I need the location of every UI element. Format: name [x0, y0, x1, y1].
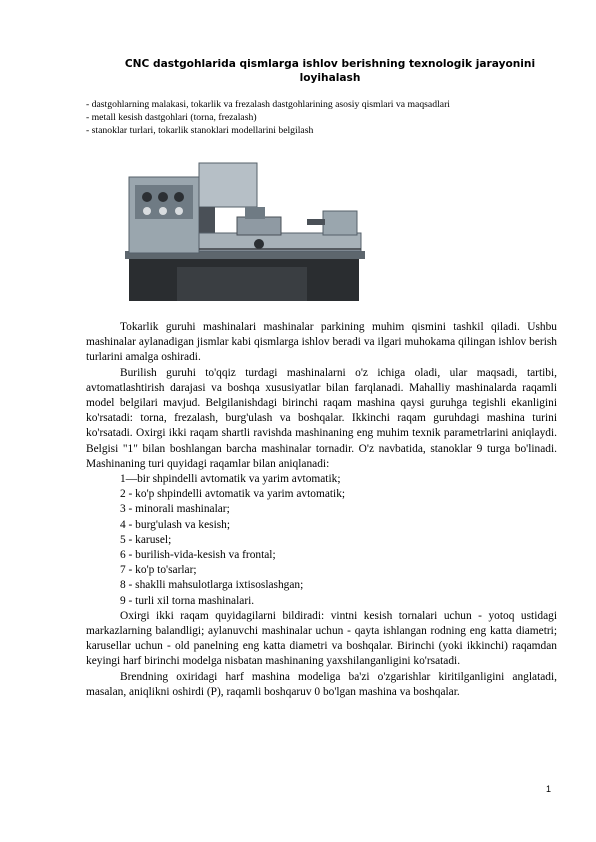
- paragraph: Burilish guruhi to'qqiz turdagi mashinalarni o'z ichiga oladi, ular maqsadi, tartibi, avtomatlashtirish darajasi va boshqa xususiyatlar bilan farqlanadi. Mahalliy mashinalarda raqamli model belgilari mavjud. Belgilanishdagi birinchi raqam mashina qaysi guruhga tegishli ekanligini ko'rsatadi: torna, frezalash, burg'ulash va boshqalar. Ikkinchi raqam guruhdagi mashina turini ko'rsatadi. Oxirgi ikki raqam shartli ravishda mashinaning eng muhim texnik parametrlarini aniqlaydi. Belgisi "1" bilan boshlangan barcha mashinalar tornadir. O'z navbatida, stanoklar 9 turga bo'linadi. Mashinaning turi quyidagi raqamlar bilan aniqlanadi:: [86, 366, 557, 470]
- machine-base-recess: [177, 267, 307, 301]
- document-body: [86, 320, 557, 700]
- page-title: CNC dastgohlarida qismlarga ishlov berishning texnologik jarayonini loyihalash: [124, 58, 536, 84]
- list-item: 9 - turli xil torna mashinalari.: [120, 594, 255, 607]
- tool-post: [245, 207, 265, 219]
- topic-item: - stanoklar turlari, tokarlik stanoklari modellarini belgilash: [86, 125, 314, 136]
- list-item: 4 - burg'ulash va kesish;: [120, 518, 231, 531]
- paragraph: Tokarlik guruhi mashinalari mashinalar parkining muhim qismini tashkil qiladi. Ushbu mashinalar aylanadigan jismlar kabi qismlarga ishlov beradi va ilgari muhokama qilingan ishlov berish turlarini amalga oshiradi.: [86, 321, 557, 364]
- paragraph: Oxirgi ikki raqam quyidagilarni bildiradi: vintni kesish tornalari uchun - yotoq ustidagi markazlarning balandligi; aylanuvchi mashinalar uchun - qayta ishlangan rodning eng katta diametri; karusellar uchun - old panelning eng katta diametri va boshqalar. Birinchi (yoki ikkinchi) raqamdan keyingi harf birinchi modelga nisbatan mashinaning yaxshilanganligini ko'rsatadi.: [86, 609, 557, 668]
- top-cover: [199, 163, 257, 207]
- list-item: 5 - karusel;: [120, 533, 172, 546]
- topic-item: - metall kesish dastgohlari (torna, frezalash): [86, 112, 257, 123]
- list-item: 1—bir shpindelli avtomatik va yarim avtomatik;: [120, 473, 341, 486]
- carriage: [237, 217, 281, 235]
- topic-list: [86, 98, 566, 137]
- list-item: 3 - minorali mashinalar;: [120, 503, 230, 516]
- list-item: 2 - ko'p shpindelli avtomatik va yarim avtomatik;: [120, 488, 346, 501]
- list-item: 8 - shaklli mahsulotlarga ixtisoslashgan;: [120, 579, 304, 592]
- lathe-machine-image: [117, 155, 372, 305]
- paragraph: Brendning oxiridagi harf mashina modeliga ba'zi o'zgarishlar kiritilganligini anglatadi, masalan, aniqlikni oshirdi (P), raqamli boshqaruv 0 bo'lgan mashina va boshqalar.: [86, 670, 557, 698]
- list-item: 7 - ko'p to'sarlar;: [120, 564, 197, 577]
- list-item: 6 - burilish-vida-kesish va frontal;: [120, 549, 276, 562]
- page-number: 1: [546, 784, 552, 794]
- topic-item: - dastgohlarning malakasi, tokarlik va frezalash dastgohlarining asosiy qismlari va maqsadlari: [86, 99, 450, 110]
- lathe-machine-icon: [117, 155, 372, 305]
- tailstock: [323, 211, 357, 235]
